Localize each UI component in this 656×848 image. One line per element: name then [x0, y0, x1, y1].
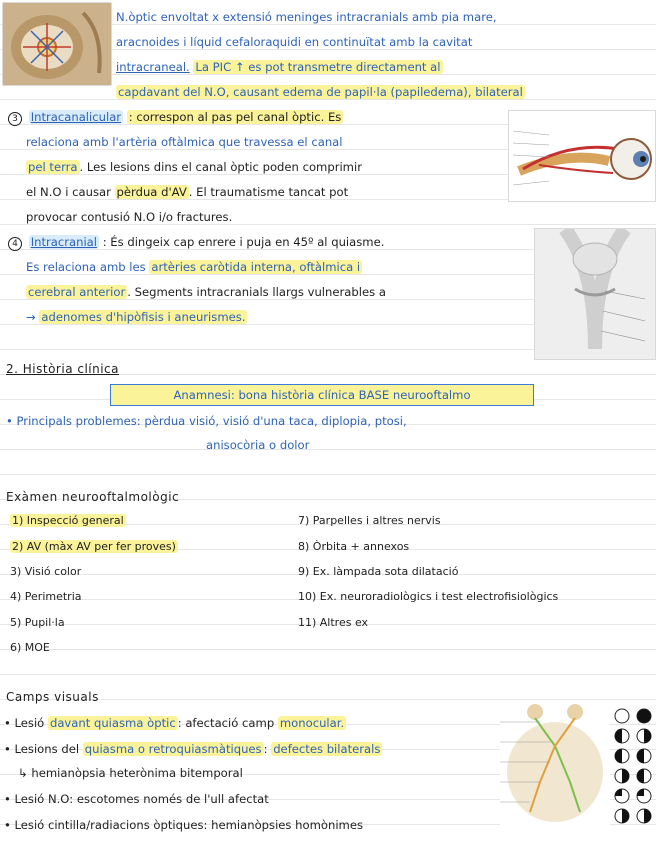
intracanalicular-trauma: . El traumatisme tancat pot — [188, 185, 349, 199]
intracanalicular-term: Intracanalicular — [30, 110, 122, 124]
arrow-icon: → — [26, 310, 36, 324]
fields-l2-d: defectes bilaterals — [273, 742, 381, 756]
intracranial-line-2 — [26, 260, 362, 274]
field-defect-fill — [615, 729, 622, 743]
intracanalicular-line-3 — [26, 160, 362, 174]
field-defect-fill — [637, 789, 644, 796]
field-defect-fill — [644, 809, 651, 823]
intracanalicular-line-2 — [26, 135, 343, 149]
exam-item-8: 8) Òrbita + annexos — [298, 540, 410, 553]
pathway-drawing — [500, 702, 610, 828]
exam-item-5 — [10, 616, 65, 629]
intracanalicular-relation: relaciona amb l'artèria oftàlmica que travessa el canal — [26, 135, 343, 149]
intracranial-line-3 — [26, 285, 386, 299]
intracanalicular-line-1 — [8, 110, 343, 126]
exam-item-text: 5) Pupil·la — [10, 616, 65, 629]
problems-label: • Principals problemes: — [6, 414, 141, 428]
field-defect-fill — [622, 769, 629, 783]
intracranial-vulnerable: . Segments intracranials llargs vulnerables a — [127, 285, 386, 299]
exam-item-4 — [10, 590, 82, 603]
chiasm-illustration — [534, 228, 656, 360]
exam-item-text: 6) MOE — [10, 641, 50, 654]
intracranial-arteries: artèries caròtida interna, oftàlmica i — [151, 260, 361, 274]
fields-l2-c: : — [263, 742, 268, 756]
ophthalmic-artery-illustration — [508, 110, 656, 202]
intracranial-relation: Es relaciona amb les — [26, 260, 146, 274]
eye-artery-drawing — [509, 111, 655, 201]
exam-item-text: 2) AV (màx AV per fer proves) — [12, 540, 176, 553]
intracanalicular-definition: : correspon al pas pel canal òptic. Es — [128, 110, 342, 124]
intro-papiledema-highlight: capdavant del N.O, causant edema de papil·la (papiledema), bilateral — [118, 85, 523, 99]
exam-item-2 — [10, 540, 178, 553]
exam-item-9: 9) Ex. làmpada sota dilatació — [298, 565, 459, 578]
field-defect-fill — [637, 769, 644, 783]
intracranial-adenomes: adenomes d'hipòfisis i aneurismes. — [41, 310, 246, 324]
intro-cavity-term: intracraneal. — [116, 60, 190, 74]
intracanalicular-floor: pel terra — [28, 160, 78, 174]
fields-l1-a: • Lesió — [4, 716, 45, 730]
field-defect-fill — [637, 749, 644, 763]
exam-item-text: 3) Visió color — [10, 565, 82, 578]
orbit-drawing — [3, 3, 111, 85]
orbit-illustration — [2, 2, 112, 86]
fields-l2-b: quiasma o retroquiasmàtiques — [84, 742, 262, 756]
section-number-3: 3 — [8, 112, 22, 126]
fields-line-2 — [4, 742, 382, 756]
fields-l2-a: • Lesions del — [4, 742, 80, 756]
intracanalicular-line-4 — [26, 185, 348, 199]
intracranial-cerebral: cerebral anterior — [28, 285, 126, 299]
exam-item-6 — [10, 641, 50, 654]
exam-item-3 — [10, 565, 81, 578]
fields-line-5: • Lesió cintilla/radiacions òptiques: hemianòpsies homònimes — [4, 818, 364, 832]
intracanalicular-line-5: provocar contusió N.O i/o fractures. — [26, 210, 233, 224]
problems-line-1 — [6, 414, 407, 428]
chiasm-drawing — [535, 229, 655, 359]
intracranial-definition: : És dingeix cap enrere i puja en 45º al quiasme. — [102, 235, 385, 249]
intracanalicular-av-loss: pèrdua d'AV — [116, 185, 187, 199]
field-defect-fill — [615, 749, 622, 763]
section-number-4: 4 — [8, 237, 22, 251]
exam-item-10: 10) Ex. neuroradiològics i test electrofisiològics — [298, 590, 559, 603]
field-circle — [637, 709, 651, 723]
intracanalicular-lesions: . Les lesions dins el canal òptic poden comprimir — [79, 160, 362, 174]
field-circle — [615, 709, 629, 723]
exam-item-text: 1) Inspecció general — [12, 514, 124, 527]
field-defect-fill — [615, 789, 622, 796]
exam-item-text: 4) Perimetria — [10, 590, 82, 603]
problems-line-2: anisocòria o dolor — [206, 438, 310, 452]
intracranial-line-4 — [26, 310, 247, 324]
intro-line-1: N.òptic envoltat x extensió meninges intracranials amb pia mare, — [116, 10, 497, 24]
fields-title: Camps visuals — [6, 690, 99, 704]
intro-pic-highlight: La PIC ↑ es pot transmetre directament al — [195, 60, 441, 74]
anamnesi-box: Anamnesi: bona història clínica BASE neurooftalmo — [110, 384, 534, 406]
intracranial-line-1 — [8, 235, 384, 251]
fields-line-3: ↳ hemianòpsia heterònima bitemporal — [18, 766, 243, 780]
visual-pathway-illustration — [500, 702, 610, 828]
intro-line-2: aracnoides i líquid cefaloraquidi en continuïtat amb la cavitat — [116, 35, 473, 49]
exam-item-1 — [10, 514, 126, 527]
intro-line-3 — [116, 60, 443, 74]
fields-l1-d: monocular. — [279, 716, 345, 730]
fields-line-1 — [4, 716, 346, 730]
field-defect-fill — [644, 729, 651, 743]
fields-l1-c: : afectació camp — [177, 716, 275, 730]
field-defects-grid — [612, 706, 656, 832]
exam-title: Exàmen neurooftalmològic — [6, 490, 180, 504]
section-2-title: 2. Història clínica — [6, 362, 120, 376]
intro-line-4 — [116, 85, 525, 99]
exam-item-7: 7) Parpelles i altres nervis — [298, 514, 441, 527]
intracranial-term: Intracranial — [30, 235, 98, 249]
intracanalicular-cause: el N.O i causar — [26, 185, 111, 199]
field-defect-fill — [622, 809, 629, 823]
problems-list: pèrdua visió, visió d'una taca, diplopia, ptosi, — [144, 414, 407, 428]
fields-line-4: • Lesió N.O: escotomes només de l'ull afectat — [4, 792, 269, 806]
exam-item-11: 11) Altres ex — [298, 616, 369, 629]
field-defects-drawing — [612, 706, 656, 832]
fields-l1-b: davant quiasma òptic — [49, 716, 176, 730]
